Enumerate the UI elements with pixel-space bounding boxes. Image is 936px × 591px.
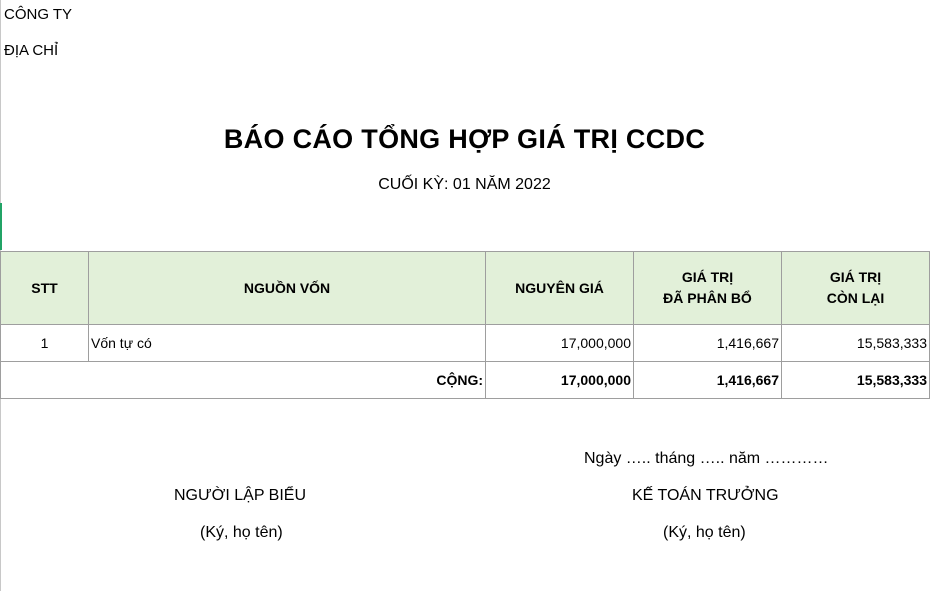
report-period: CUỐI KỲ: 01 NĂM 2022 <box>378 176 551 193</box>
header-original-price-label: NGUYÊN GIÁ <box>515 279 604 296</box>
report-title: BÁO CÁO TỔNG HỢP GIÁ TRỊ CCDC <box>223 124 706 154</box>
date-line: Ngày ….. tháng ….. năm ………… <box>584 450 829 467</box>
address-label: ĐỊA CHỈ <box>4 42 59 59</box>
header-allocated-line2: ĐÃ PHÂN BỔ <box>663 290 752 306</box>
total-row <box>1 362 930 399</box>
header-remaining-line2: CÒN LẠI <box>826 290 885 306</box>
cell-source[interactable]: Vốn tự có <box>89 325 486 362</box>
total-original-price[interactable]: 17,000,000 <box>486 362 634 399</box>
cell-original-price[interactable]: 17,000,000 <box>486 325 634 362</box>
cell-stt[interactable]: 1 <box>1 325 89 362</box>
company-label: CÔNG TY <box>4 6 73 23</box>
total-allocated-value[interactable]: 1,416,667 <box>634 362 782 399</box>
header-allocated-line1: GIÁ TRỊ <box>681 269 734 285</box>
total-label[interactable]: CỘNG: <box>1 362 486 399</box>
preparer-role: NGƯỜI LẬP BIỂU <box>174 487 307 504</box>
table-row <box>1 325 930 362</box>
header-remaining-line1: GIÁ TRỊ <box>829 269 882 285</box>
header-stt[interactable] <box>1 252 89 325</box>
header-stt-label: STT <box>31 279 58 296</box>
chief-accountant-signature-note: (Ký, họ tên) <box>663 524 746 541</box>
header-allocated-value[interactable] <box>634 252 782 325</box>
table-header-row <box>1 252 930 325</box>
ccdc-value-table <box>0 251 930 399</box>
cell-allocated-value[interactable]: 1,416,667 <box>634 325 782 362</box>
preparer-signature-note: (Ký, họ tên) <box>200 524 283 541</box>
header-original-price[interactable] <box>486 252 634 325</box>
header-remaining-value[interactable] <box>782 252 930 325</box>
cell-remaining-value[interactable]: 15,583,333 <box>782 325 930 362</box>
row-selection-indicator <box>0 203 2 250</box>
total-remaining-value[interactable]: 15,583,333 <box>782 362 930 399</box>
header-source[interactable] <box>89 252 486 325</box>
header-source-label: NGUỒN VỐN <box>243 279 331 296</box>
chief-accountant-role: KẾ TOÁN TRƯỞNG <box>632 487 779 504</box>
